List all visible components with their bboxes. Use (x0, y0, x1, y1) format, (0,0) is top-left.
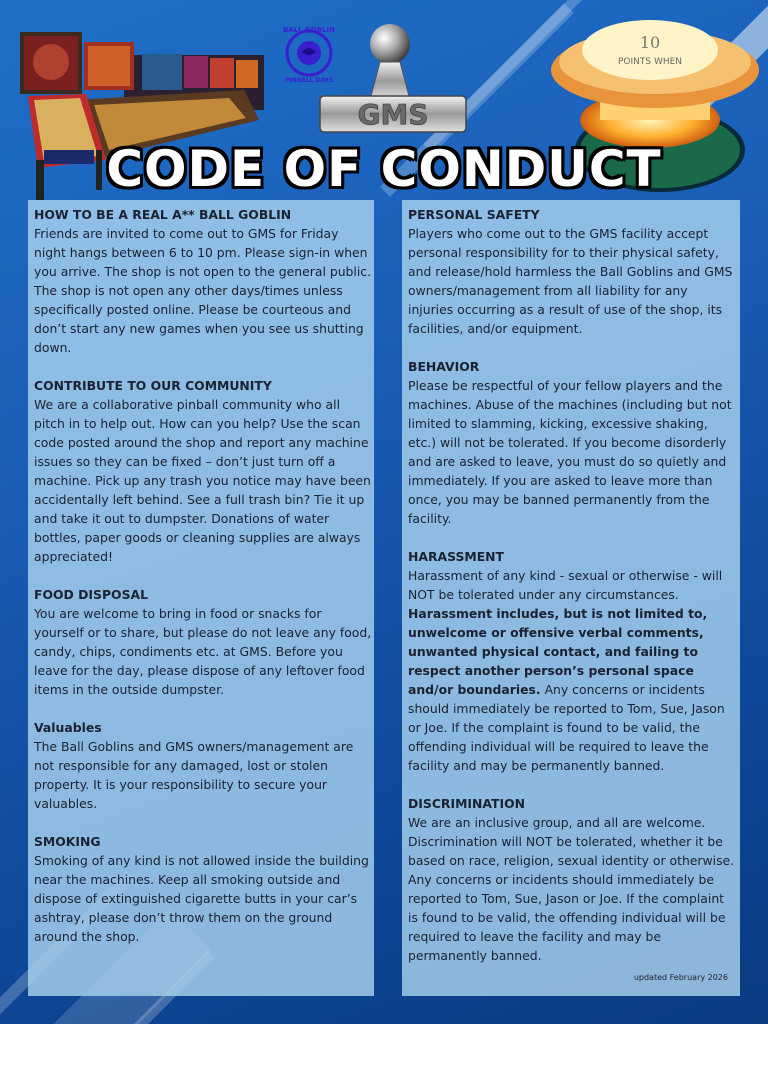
section-heading: PERSONAL SAFETY (408, 207, 540, 222)
stamp-line2: PINBALL DAYS (284, 77, 334, 84)
section-heading: CONTRIBUTE TO OUR COMMUNITY (34, 378, 272, 393)
gms-logo-text: GMS (357, 98, 429, 131)
section-heading: DISCRIMINATION (408, 796, 525, 811)
gms-logo (318, 20, 468, 135)
section-body: Friends are invited to come out to GMS for Friday night hangs between 6 to 10 pm. Please sign-in when you arrive. The shop is not open to the general public. The shop is not open any other days/times unless specifically posted online. Please be courteous and don’t start any new games when you see us shutting down. (34, 226, 372, 355)
section-body: We are an inclusive group, and all are welcome. Discrimination will NOT be tolerated, whether it be based on race, religion, sexual identity or otherwise. Any concerns or incidents should immediately be reported to Tom, Sue, Jason or Joe. If the complaint is found to be valid, the offending individual will be required to leave the facility and may be permanently banned. (408, 815, 735, 963)
section-heading: HARASSMENT (408, 549, 504, 564)
section-heading: SMOKING (34, 834, 101, 849)
section-body (408, 566, 736, 775)
section-heading: BEHAVIOR (408, 359, 480, 374)
section-heading: Valuables (34, 720, 102, 735)
section-heading: FOOD DISPOSAL (34, 587, 148, 602)
bumper-text: POINTS WHEN (617, 57, 683, 67)
section-body: Please be respectful of your fellow players and the machines. Abuse of the machines (including but not limited to slamming, kicking, excessive shaking, etc.) will not be tolerated. If you become disorderly and are asked to leave, you must do so quietly and immediately. If you are asked to leave more than once, you may be banned permanently from the facility. (408, 378, 732, 526)
section-body: You are welcome to bring in food or snacks for yourself or to share, but please do not leave any food, candy, chips, condiments etc. at GMS. Before you leave for the day, please dispose of any leftover food items in the outside dumpster. (34, 606, 372, 697)
harassment-definition: Harassment includes, but is not limited to, unwelcome or offensive verbal comments, unwanted physical contact, and failing to respect another person’s personal space and/or boundaries. (408, 606, 708, 697)
section-body: We are a collaborative pinball community who all pitch in to help out. How can you help? Use the scan code posted around the shop and report any machine issues so they can be fixed – don’t just turn off a machine. Pick up any trash you notice may have been accidentally left behind. See a full trash bin? Tie it up and take it out to dumpster. Donations of water bottles, paper goods or cleaning supplies are always appreciated! (34, 397, 371, 564)
left-column (34, 205, 372, 965)
bumper-number: 10 (639, 33, 661, 52)
updated-date: updated February 2026 (633, 973, 728, 982)
section-body: Smoking of any kind is not allowed inside the building near the machines. Keep all smoking outside and dispose of extinguished cigarette butts in your car’s ashtray, please don’t throw them on the ground around the shop. (34, 853, 369, 944)
harassment-intro: Harassment of any kind - sexual or otherwise - will NOT be tolerated under any circumstances. (408, 568, 723, 602)
harassment-reporting: Any concerns or incidents should immediately be reported to Tom, Sue, Jason or Joe. If the complaint is found to be valid, the offending individual will be required to leave the facility and may be permanently banned. (408, 682, 725, 773)
section-heading: HOW TO BE A REAL A** BALL GOBLIN (34, 207, 292, 222)
section-body: The Ball Goblins and GMS owners/management are not responsible for any damaged, lost or stolen property. It is your responsibility to secure your valuables. (34, 739, 354, 811)
page-title: CODE OF CONDUCT (106, 140, 662, 198)
section-body: Players who come out to the GMS facility accept personal responsibility for to their physical safety, and release/hold harmless the Ball Goblins and GMS owners/management from all liability for any injuries occurring as a result of use of the shop, its facilities, and/or equipment. (408, 226, 733, 336)
stamp-line1: BALL GOBLIN (282, 26, 336, 34)
right-column (408, 205, 736, 984)
